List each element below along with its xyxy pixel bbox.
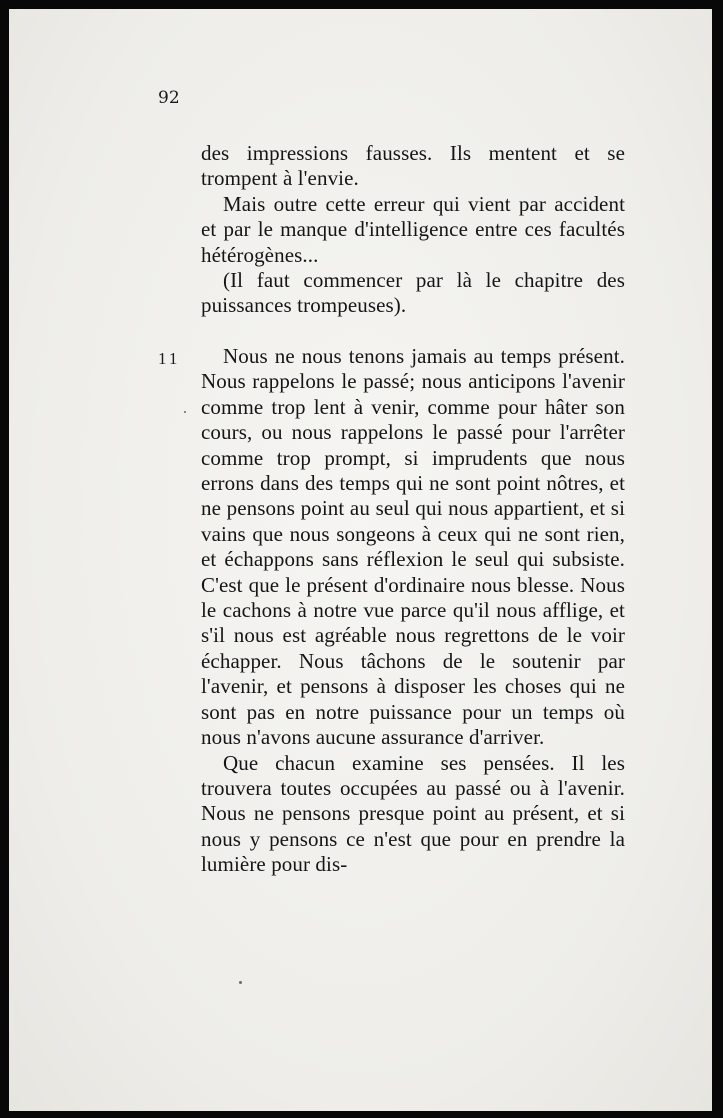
fragment-number: 11 xyxy=(158,349,181,368)
text-block-top xyxy=(201,141,625,319)
paper-speck xyxy=(239,981,242,984)
page-number: 92 xyxy=(158,88,180,108)
text-block-fragment xyxy=(201,344,625,878)
paragraph: des impressions fausses. Ils mentent et se trompent à l'envie. xyxy=(201,141,625,191)
paragraph: (Il faut commencer par là le chapitre des puissances trompeuses). xyxy=(201,268,625,318)
paragraph: Mais outre cette erreur qui vient par accident et par le manque d'intelligence entre ces facultés hétérogènes... xyxy=(201,191,625,267)
paper-speck xyxy=(184,411,186,413)
paragraph: Nous ne nous tenons jamais au temps présent. Nous rappelons le passé; nous anticipons l'avenir comme trop lent à venir, comme pour hâter son cours, ou nous rappelons le passé pour l'arrêter comme trop prompt, si imprudents que nous errons dans des temps qui ne sont point nôtres, et ne pensons point au seul qui nous appartient, et si vains que nous songeons à ceux qui ne sont rien, et échappons sans réflexion le seul qui subsiste. C'est que le présent d'ordinaire nous blesse. Nous le cachons à notre vue parce qu'il nous afflige, et s'il nous est agréable nous regrettons de le voir échapper. Nous tâchons de le soutenir par l'avenir, et pensons à disposer les choses qui ne sont pas en notre puissance pour un temps où nous n'avons aucune assurance d'arriver. xyxy=(201,344,625,750)
paragraph: Que chacun examine ses pensées. Il les trouvera toutes occupées au passé ou à l'avenir. Nous ne pensons presque point au présent, et si nous y pensons ce n'est que pour en prendre la lumière pour dis- xyxy=(201,750,625,877)
